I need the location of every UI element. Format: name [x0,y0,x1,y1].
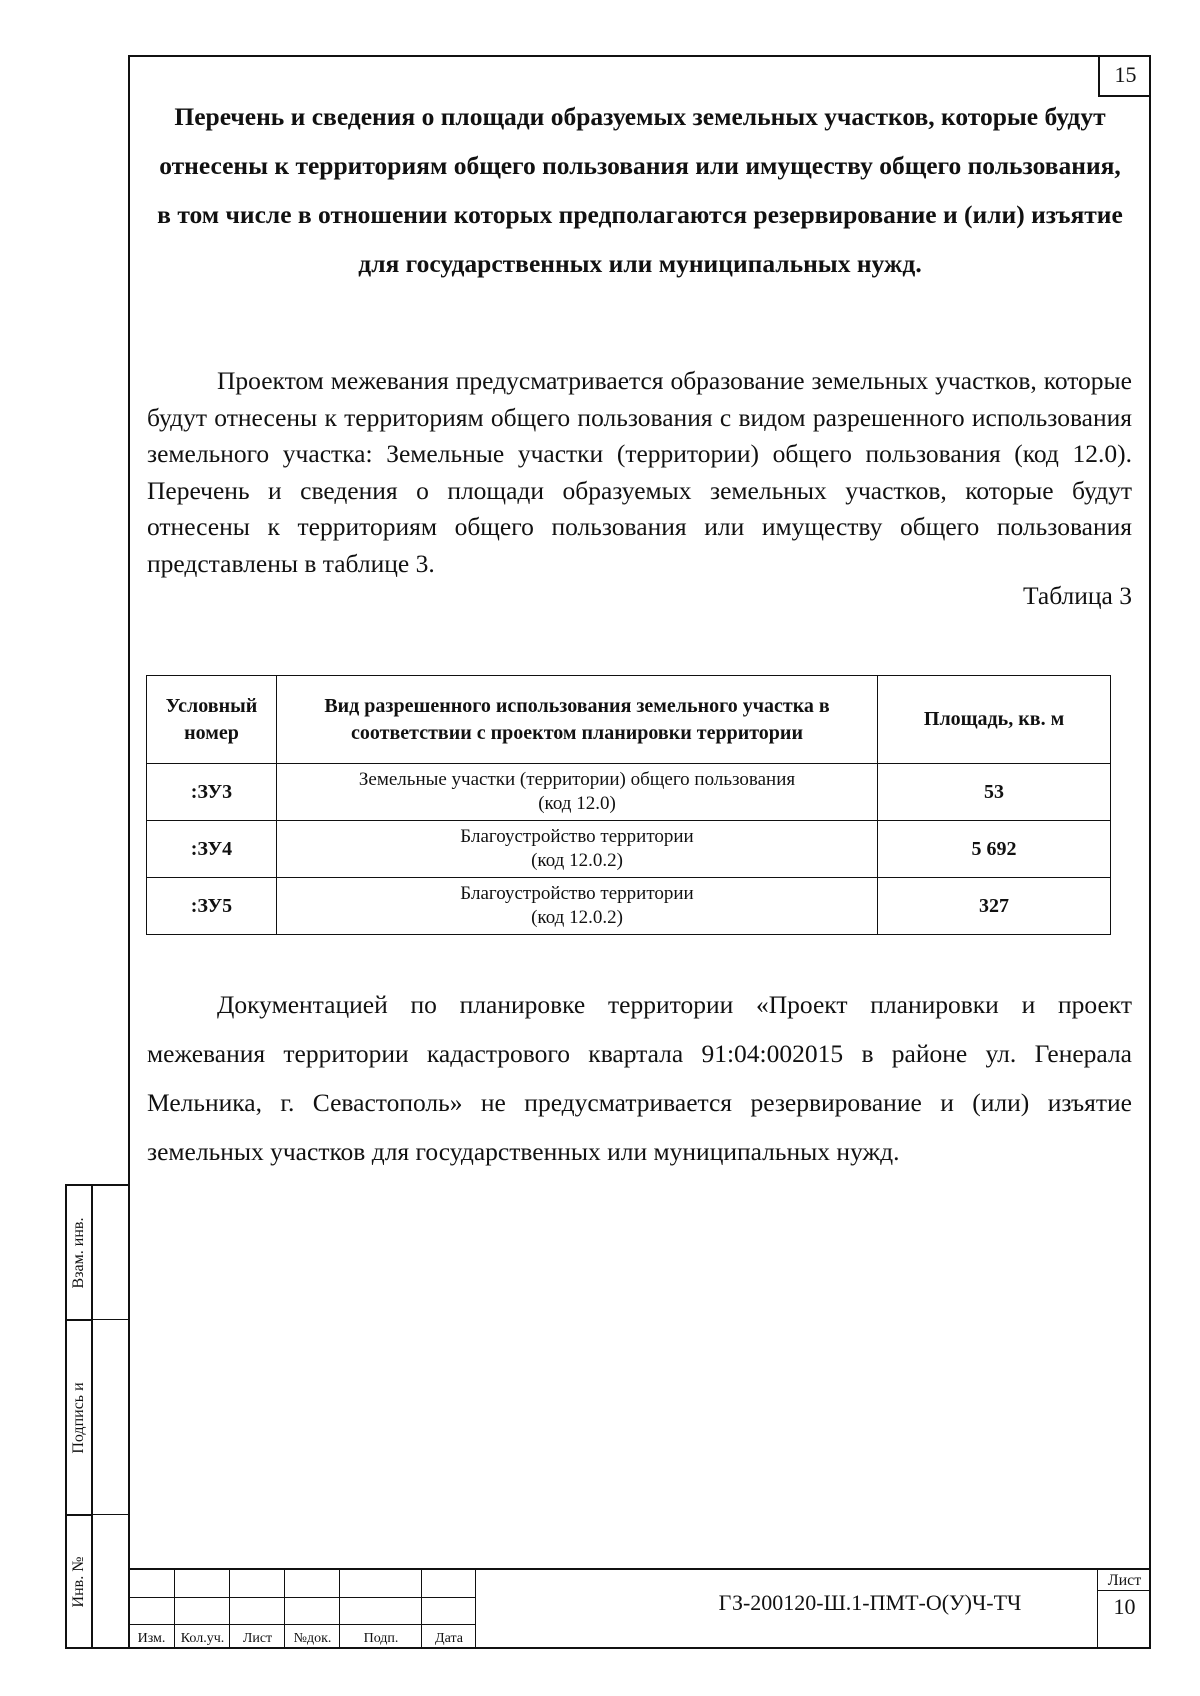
row-code: :ЗУ4 [147,821,277,878]
stamp-label-ndok: №док. [293,1631,332,1646]
table-row [147,878,1111,935]
stamp-label-koluch: Кол.уч. [180,1631,225,1646]
page-number: 15 [1098,55,1151,97]
stamp-label-izm: Изм. [137,1631,166,1646]
row-use [276,764,877,821]
row-area: 5 692 [878,821,1111,878]
paragraph-intro: Проектом межевания предусматривается образование земельных участков, которые будут отнесены к территориям общего пользования с видом разрешенного использования земельного участка: Земельные участки (территории) общего пользования (код 12.0). Перечень и сведения о площади образуемых земельных участков, которые будут отнесены к территориям общего пользования или имуществу общего пользования представлены в таблице 3. [147,366,1132,578]
document-title: Перечень и сведения о площади образуемых земельных участков, которые будут отнесены к территориям общего пользования или имуществу общего пользования, в том числе в отношении которых предполагаются резервирование и (или) изъятие для государственных или муниципальных нужд. [157,102,1123,278]
row-area: 327 [878,878,1111,935]
side-column-blank [93,1184,129,1649]
table-header-row [147,676,1111,764]
side-label-podpis: Подпись и [70,1381,87,1454]
stamp-label-list: Лист [242,1631,273,1646]
side-box-vzam [65,1184,93,1321]
header-code: Условный номер [147,676,277,764]
title-block [128,1568,1151,1649]
sheet-label: Лист [1107,1572,1142,1589]
header-use: Вид разрешенного использования земельного участка в соответствии с проектом планировки территории [276,676,877,764]
side-label-inv: Инв. № [70,1556,87,1607]
paragraph-conclusion: Документацией по планировке территории «Проект планировки и проект межевания территории кадастрового квартала 91:04:002015 в районе ул. Генерала Мельника, г. Севастополь» не предусматривается резервирование и (или) изъятие земельных участков для государственных или муниципальных нужд. [147,990,1132,1166]
side-divider [93,1319,129,1320]
stamp-label-podp: Подп. [363,1631,399,1646]
document-id: ГЗ-200120-Ш.1-ПМТ-О(У)Ч-ТЧ [718,1590,1022,1615]
row-use [276,821,877,878]
row-code: :ЗУ5 [147,878,277,935]
side-divider [93,1514,129,1515]
table-caption: Таблица 3 [1022,581,1132,610]
row-area: 53 [878,764,1111,821]
sheet-number: 10 [1113,1594,1136,1619]
row-use-line1: Земельные участки (территории) общего пользования [358,769,796,790]
row-use-line2: (код 12.0) [538,793,616,814]
row-use-line1: Благоустройство территории [460,826,694,847]
row-use [276,878,877,935]
side-label-vzam: Взам. инв. [70,1217,87,1288]
side-box-podpis [65,1319,93,1516]
parcels-table [146,675,1111,935]
row-code: :ЗУ3 [147,764,277,821]
row-use-line2: (код 12.0.2) [531,907,623,928]
stamp-label-data: Дата [435,1631,463,1646]
table-row [147,821,1111,878]
row-use-line1: Благоустройство территории [460,883,694,904]
header-area: Площадь, кв. м [878,676,1111,764]
table-row [147,764,1111,821]
row-use-line2: (код 12.0.2) [531,850,623,871]
side-box-inv [65,1514,93,1649]
